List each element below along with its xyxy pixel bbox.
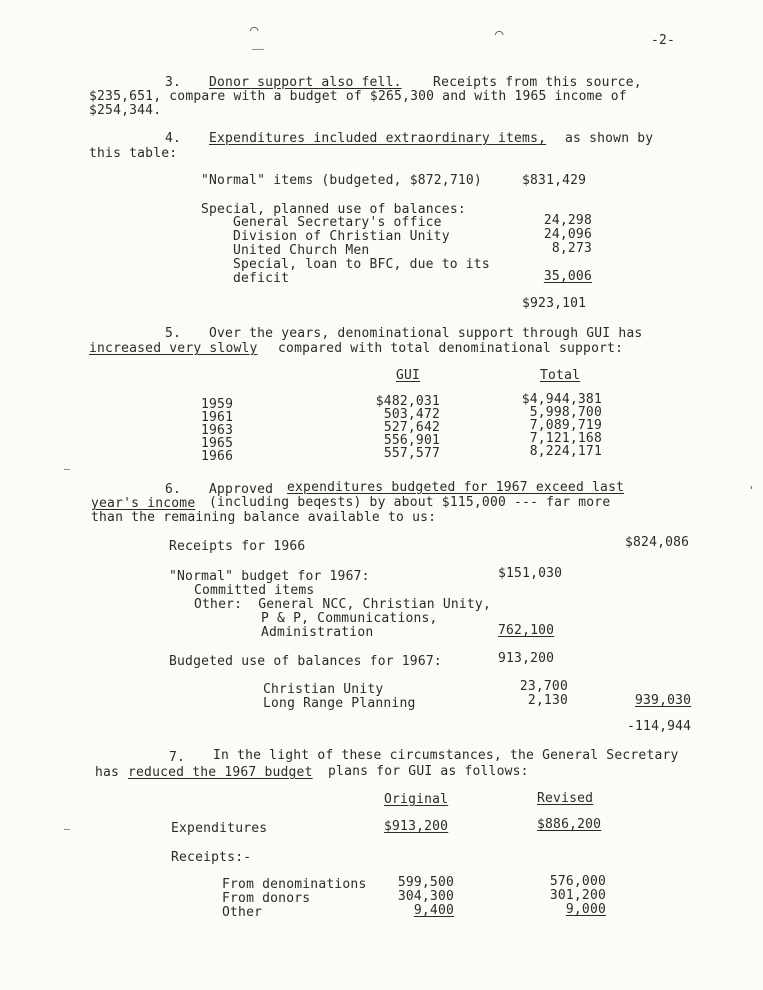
special-item-label: Division of Christian Unity	[233, 229, 450, 244]
column-header-original: Original	[384, 792, 449, 807]
smudge-mark: ––	[252, 44, 265, 55]
section-4-line2: this table:	[89, 146, 178, 161]
table-row-gui: 557,577	[383, 446, 440, 461]
column-header-total: Total	[540, 368, 581, 383]
budget-sum-value: 939,030	[635, 693, 692, 708]
normal-budget-value: $151,030	[498, 566, 563, 581]
column-header-gui: GUI	[396, 368, 421, 383]
section-4-heading: Expenditures included extraordinary items,	[209, 131, 547, 146]
table-row-gui: 556,901	[383, 433, 440, 448]
section-4-line1: as shown by	[557, 131, 654, 146]
table-row-total: 7,121,168	[529, 431, 602, 446]
column-header-revised: Revised	[537, 791, 594, 806]
section-7-line1: In the light of these circumstances, the General Secretary	[213, 748, 679, 763]
budgeted-balances-label: Budgeted use of balances for 1967:	[169, 654, 442, 669]
section-6-number: 6.	[165, 482, 182, 497]
section-3-line1: Receipts from this source,	[417, 75, 642, 90]
section-3-number: 3.	[165, 75, 182, 90]
section-4-number: 4.	[165, 131, 182, 146]
section-7-heading: reduced the 1967 budget	[128, 765, 313, 780]
table-row-total: 8,224,171	[529, 444, 602, 459]
administration-label: Administration	[261, 625, 374, 640]
normal-items-label: "Normal" items (budgeted, $872,710)	[201, 173, 482, 188]
section-6-line1-pre: Approved	[209, 482, 282, 497]
other-value: 762,100	[498, 623, 555, 638]
smudge-mark: ⌒	[250, 22, 259, 38]
budgeted-balances-value: 913,200	[498, 651, 555, 666]
special-item-label: deficit	[233, 271, 290, 286]
receipts-row-label: From denominations	[222, 877, 367, 892]
special-item-value: 24,096	[543, 227, 592, 242]
long-range-planning-value: 2,130	[527, 693, 568, 708]
page-number: -2-	[651, 33, 676, 48]
table-row-year: 1961	[201, 410, 234, 425]
smudge-mark: ⌒	[495, 26, 504, 42]
section-6-line2: (including beqests) by about $115,000 --- far more	[201, 495, 611, 510]
section-5-number: 5.	[165, 326, 182, 341]
normal-budget-label: "Normal" budget for 1967:	[169, 569, 370, 584]
table-row-year: 1963	[201, 423, 234, 438]
table-row-year: 1965	[201, 436, 234, 451]
expenditures-label: Expenditures	[171, 821, 268, 836]
other-label-cont: P & P, Communications,	[261, 611, 438, 626]
long-range-planning-label: Long Range Planning	[263, 696, 416, 711]
special-item-value: 24,298	[543, 213, 592, 228]
receipts-row-revised: 301,200	[549, 888, 606, 903]
receipts-row-revised: 9,000	[565, 902, 606, 917]
christian-unity-label: Christian Unity	[263, 682, 384, 697]
section-3-heading: Donor support also fell.	[209, 75, 402, 90]
receipts-1966-value: $824,086	[625, 535, 690, 550]
table-row-total: 7,089,719	[529, 418, 602, 433]
receipts-label: Receipts:-	[171, 850, 252, 865]
smudge-mark: '	[748, 484, 755, 497]
expenditures-revised: $886,200	[537, 817, 602, 832]
section-5-heading: increased very slowly	[89, 341, 258, 356]
expenditures-total: $923,101	[522, 296, 587, 311]
table-row-year: 1959	[201, 397, 234, 412]
section-6-line3: than the remaining balance available to us:	[91, 510, 437, 525]
smudge-mark: —	[64, 824, 71, 835]
other-label: Other: General NCC, Christian Unity,	[194, 597, 491, 612]
special-item-label: United Church Men	[233, 243, 370, 258]
section-5-line1: Over the years, denominational support through GUI has	[209, 326, 643, 341]
section-5-line2: compared with total denominational support:	[270, 341, 624, 356]
table-row-gui: 503,472	[383, 407, 440, 422]
receipts-row-original: 599,500	[397, 875, 454, 890]
special-item-label: Special, loan to BFC, due to its	[233, 257, 490, 272]
receipts-row-label: From donors	[222, 891, 311, 906]
table-row-gui: $482,031	[375, 394, 440, 409]
expenditures-original: $913,200	[384, 819, 449, 834]
receipts-row-revised: 576,000	[549, 874, 606, 889]
special-item-value: 8,273	[551, 241, 592, 256]
table-row-total: $4,944,381	[521, 392, 602, 407]
special-heading: Special, planned use of balances:	[201, 202, 466, 217]
receipts-1966-label: Receipts for 1966	[169, 539, 306, 554]
section-3-line2: $235,651, compare with a budget of $265,300 and with 1965 income of	[89, 89, 627, 104]
special-item-label: General Secretary's office	[233, 215, 442, 230]
normal-items-value: $831,429	[522, 173, 587, 188]
section-6-heading: expenditures budgeted for 1967 exceed last	[287, 480, 625, 495]
receipts-row-original: 9,400	[413, 903, 454, 918]
table-row-total: 5,998,700	[529, 405, 602, 420]
committed-items-label: Committed items	[194, 583, 315, 598]
budget-difference-value: -114,944	[627, 719, 692, 734]
section-7-line2: plans for GUI as follows:	[320, 764, 529, 779]
special-item-value: 35,006	[543, 269, 592, 284]
section-6-heading-cont: year's income	[91, 496, 196, 511]
smudge-mark: —	[64, 464, 71, 475]
section-7-number: 7.	[169, 750, 186, 765]
christian-unity-value: 23,700	[519, 679, 568, 694]
section-3-line3: $254,344.	[89, 103, 162, 118]
receipts-row-label: Other	[222, 905, 263, 920]
section-7-line2-pre: has	[95, 765, 128, 780]
table-row-year: 1966	[201, 449, 234, 464]
receipts-row-original: 304,300	[397, 889, 454, 904]
table-row-gui: 527,642	[383, 420, 440, 435]
